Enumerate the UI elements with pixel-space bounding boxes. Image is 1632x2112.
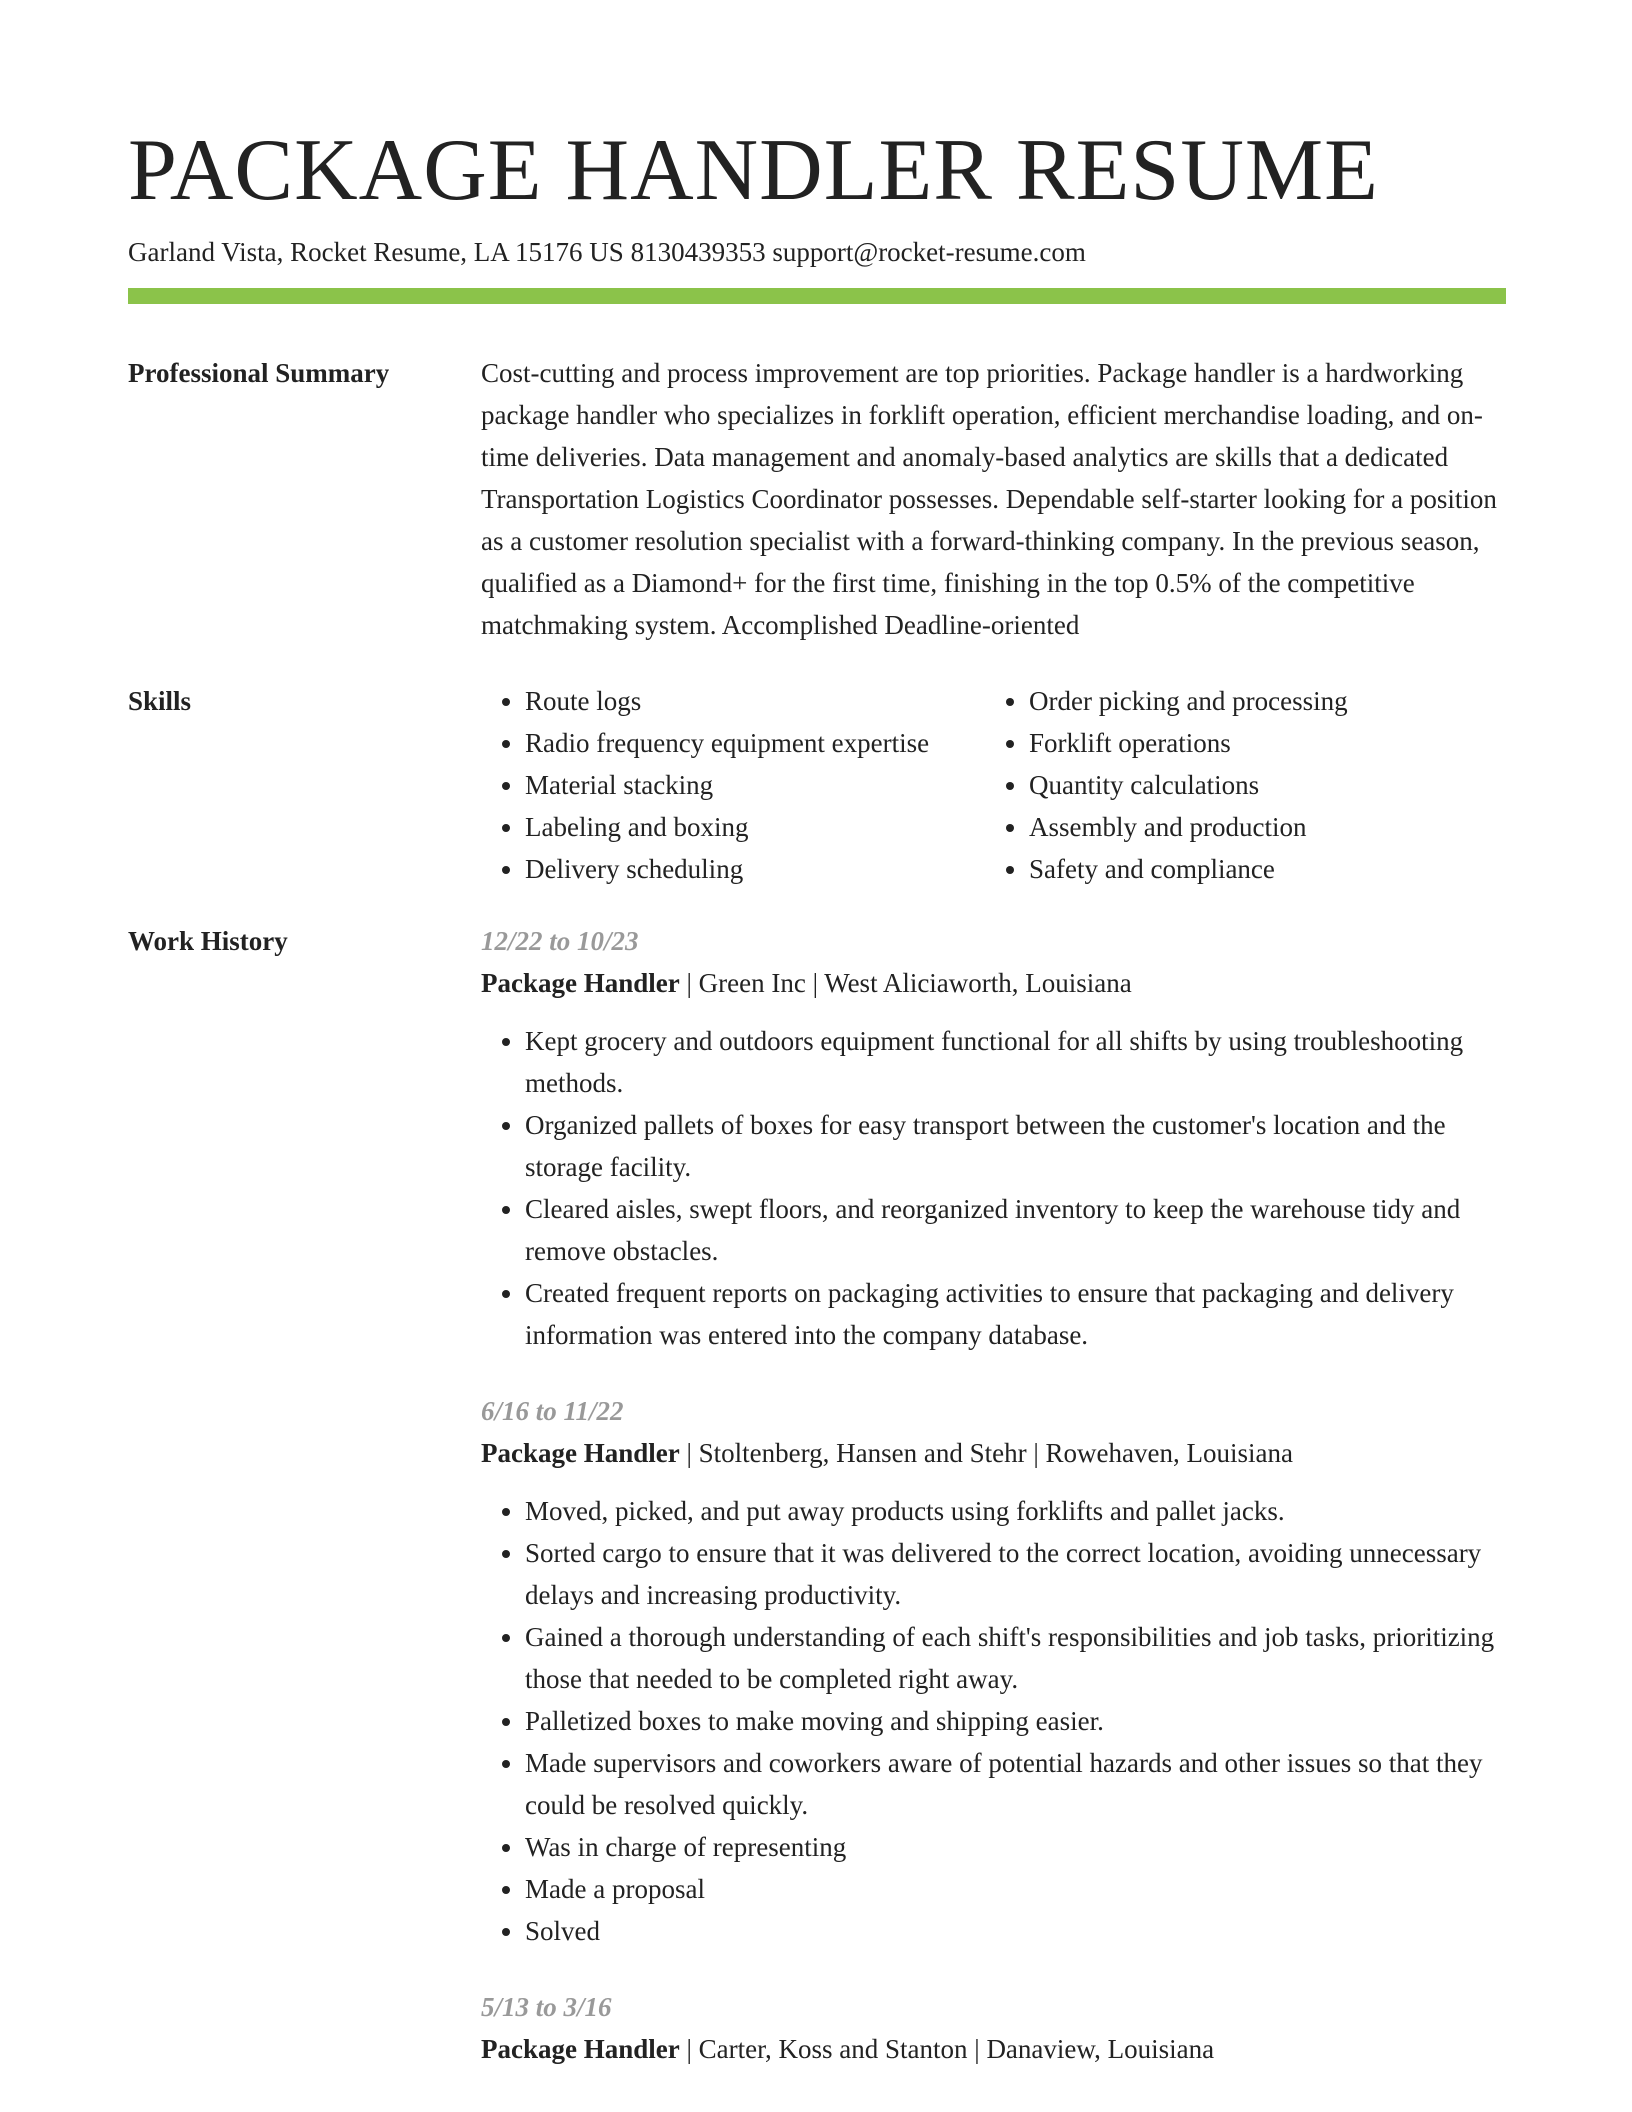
skill-item: • Delivery scheduling	[525, 848, 985, 890]
professional-summary-section	[128, 352, 1506, 646]
job-bullet: • Moved, picked, and put away products using forklifts and pallet jacks.	[525, 1490, 1506, 1532]
skill-item: • Forklift operations	[1029, 722, 1348, 764]
skill-item: • Material stacking	[525, 764, 985, 806]
job-bullet: • Palletized boxes to make moving and shipping easier.	[525, 1700, 1506, 1742]
job-location: Rowehaven, Louisiana	[1045, 1438, 1293, 1468]
job-entry	[481, 1986, 1506, 2070]
job-bullet: • Kept grocery and outdoors equipment functional for all shifts by using troubleshooting methods.	[525, 1020, 1506, 1104]
job-bullet: • Gained a thorough understanding of each shift's responsibilities and job tasks, prioritizing those that needed to be completed right away.	[525, 1616, 1506, 1700]
contact-phone: 8130439353	[630, 237, 766, 267]
section-label-skills: Skills	[128, 686, 192, 716]
skills-list-right	[985, 680, 1348, 890]
section-label-work: Work History	[128, 926, 288, 956]
job-location: Danaview, Louisiana	[986, 2034, 1215, 2064]
skill-item: • Route logs	[525, 680, 985, 722]
job-company: Stoltenberg, Hansen and Stehr	[698, 1438, 1027, 1468]
job-header: Package Handler | Green Inc | West Aliciaworth, Louisiana	[481, 968, 1132, 998]
job-title: Package Handler	[481, 2034, 680, 2064]
job-bullets	[481, 1490, 1506, 1952]
skill-item: • Quantity calculations	[1029, 764, 1348, 806]
skill-item: • Labeling and boxing	[525, 806, 985, 848]
job-company: Carter, Koss and Stanton	[698, 2034, 968, 2064]
skills-columns	[481, 680, 1506, 890]
job-location: West Aliciaworth, Louisiana	[824, 968, 1132, 998]
job-header: Package Handler | Carter, Koss and Stanton | Danaview, Louisiana	[481, 2034, 1215, 2064]
contact-email: support@rocket-resume.com	[772, 237, 1086, 267]
skill-item: • Radio frequency equipment expertise	[525, 722, 985, 764]
resume-title: PACKAGE HANDLER RESUME	[128, 122, 1379, 219]
job-dates: 12/22 to 10/23	[481, 926, 639, 956]
skills-list-left	[481, 680, 985, 890]
skills-section	[128, 680, 1506, 890]
job-company: Green Inc	[698, 968, 806, 998]
contact-line	[128, 234, 1506, 270]
job-dates: 6/16 to 11/22	[481, 1396, 624, 1426]
job-bullet: • Created frequent reports on packaging activities to ensure that packaging and delivery information was entered into the company database.	[525, 1272, 1506, 1356]
summary-text: Cost-cutting and process improvement are top priorities. Package handler is a hardworking package handler who specializes in forklift operation, efficient merchandise loading, and on-time deliveries. Data management and anomaly-based analytics are skills that a dedicated Transportation Logistics Coordinator possesses. Dependable self-starter looking for a position as a customer resolution specialist with a forward-thinking company. In the previous season, qualified as a Diamond+ for the first time, finishing in the top 0.5% of the competitive matchmaking system. Accomplished Deadline-oriented	[481, 358, 1497, 640]
job-bullet: • Made supervisors and coworkers aware of potential hazards and other issues so that they could be resolved quickly.	[525, 1742, 1506, 1826]
job-header: Package Handler | Stoltenberg, Hansen and Stehr | Rowehaven, Louisiana	[481, 1438, 1293, 1468]
job-bullet: • Organized pallets of boxes for easy transport between the customer's location and the storage facility.	[525, 1104, 1506, 1188]
job-bullet: • Cleared aisles, swept floors, and reorganized inventory to keep the warehouse tidy and remove obstacles.	[525, 1188, 1506, 1272]
resume-page	[128, 118, 1506, 2104]
header-divider	[128, 288, 1506, 304]
job-dates: 5/13 to 3/16	[481, 1992, 612, 2022]
job-bullets	[481, 1020, 1506, 1356]
job-title: Package Handler	[481, 968, 680, 998]
job-entry	[481, 1390, 1506, 1952]
job-bullet: • Sorted cargo to ensure that it was delivered to the correct location, avoiding unnecessary delays and increasing productivity.	[525, 1532, 1506, 1616]
job-bullet: • Was in charge of representing	[525, 1826, 1506, 1868]
skill-item: • Safety and compliance	[1029, 848, 1348, 890]
job-title: Package Handler	[481, 1438, 680, 1468]
job-bullet: • Made a proposal	[525, 1868, 1506, 1910]
work-history-section	[128, 920, 1506, 2104]
job-entry	[481, 920, 1506, 1356]
job-bullet: • Solved	[525, 1910, 1506, 1952]
skill-item: • Order picking and processing	[1029, 680, 1348, 722]
skill-item: • Assembly and production	[1029, 806, 1348, 848]
section-label-summary: Professional Summary	[128, 358, 390, 388]
contact-address: Garland Vista, Rocket Resume, LA 15176 US	[128, 237, 624, 267]
